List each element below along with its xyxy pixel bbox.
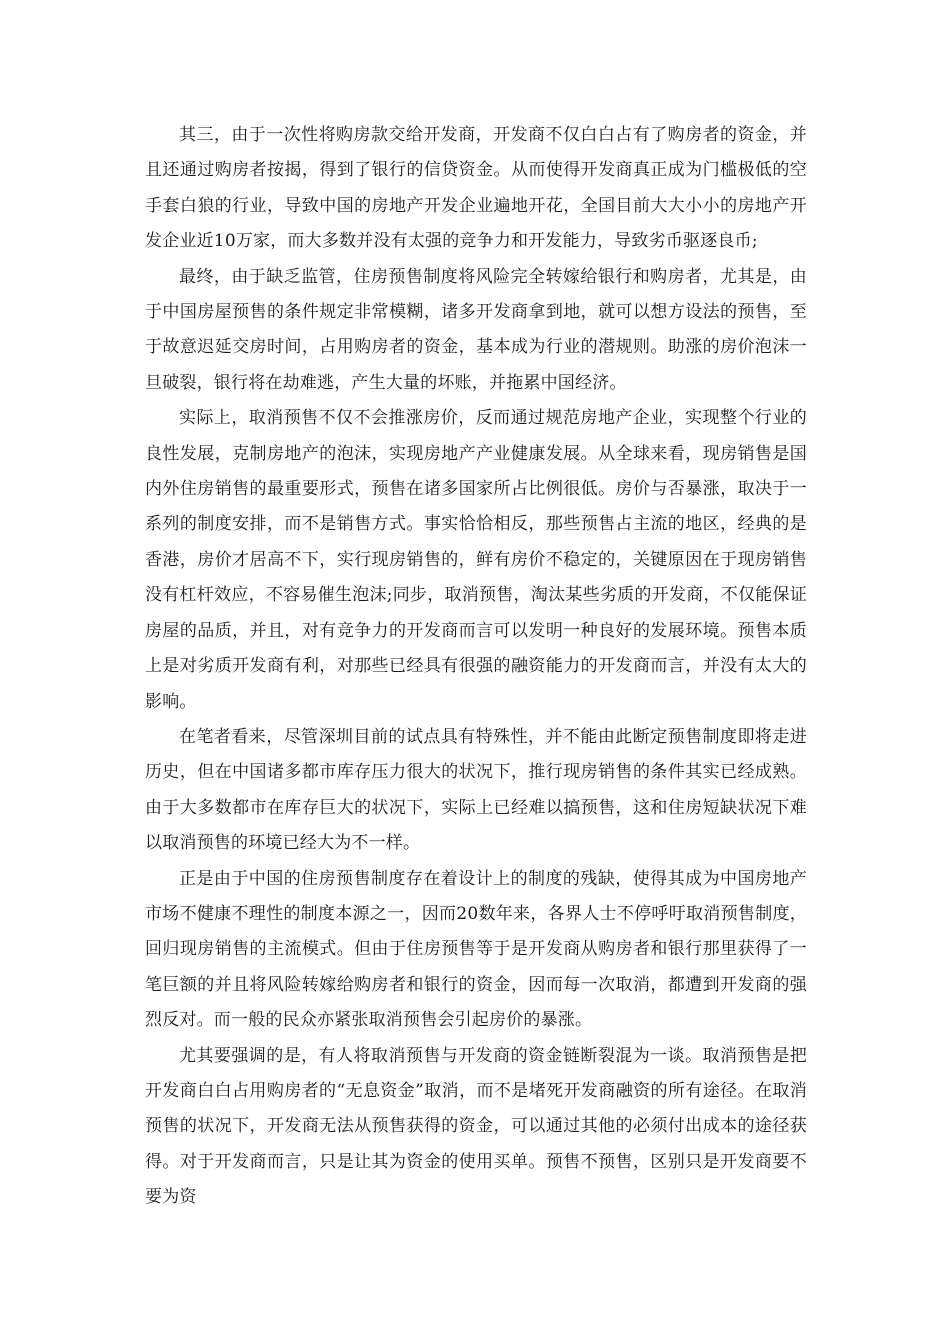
- document-body: [145, 118, 807, 1216]
- paragraph-5: 正是由于中国的住房预售制度存在着设计上的制度的残缺，使得其成为中国房地产市场不健康不理性的制度本源之一，因而20数年来，各界人士不停呼吁取消预售制度，回归现房销售的主流模式。但由于住房预售等于是开发商从购房者和银行那里获得了一笔巨额的并且将风险转嫁给购房者和银行的资金，因而每一次取消，都遭到开发商的强烈反对。而一般的民众亦紧张取消预售会引起房价的暴涨。: [145, 868, 807, 1031]
- paragraph-4: 在笔者看来，尽管深圳目前的试点具有特殊性，并不能由此断定预售制度即将走进历史，但在中国诸多都市库存压力很大的状况下，推行现房销售的条件其实已经成熟。由于大多数都市在库存巨大的状况下，实际上已经难以搞预售，这和住房短缺状况下难以取消预售的环境已经大为不一样。: [145, 726, 807, 854]
- paragraph-3: 实际上，取消预售不仅不会推涨房价，反而通过规范房地产企业，实现整个行业的良性发展，克制房地产的泡沫，实现房地产产业健康发展。从全球来看，现房销售是国内外住房销售的最重要形式，预售在诸多国家所占比例很低。房价与否暴涨，取决于一系列的制度安排，而不是销售方式。事实恰恰相反，那些预售占主流的地区，经典的是香港，房价才居高不下，实行现房销售的，鲜有房价不稳定的，关键原因在于现房销售没有杠杆效应，不容易催生泡沫;同步，取消预售，淘汰某些劣质的开发商，不仅能保证房屋的品质，并且，对有竞争力的开发商而言可以发明一种良好的发展环境。预售本质上是对劣质开发商有利，对那些已经具有很强的融资能力的开发商而言，并没有太大的影响。: [145, 408, 807, 712]
- paragraph-2: 最终，由于缺乏监管，住房预售制度将风险完全转嫁给银行和购房者，尤其是，由于中国房屋预售的条件规定非常模糊，诸多开发商拿到地，就可以想方设法的预售，至于故意迟延交房时间，占用购房者的资金，基本成为行业的潜规则。助涨的房价泡沫一旦破裂，银行将在劫难逃，产生大量的坏账，并拖累中国经济。: [145, 266, 807, 393]
- paragraph-6: 尤其要强调的是，有人将取消预售与开发商的资金链断裂混为一谈。取消预售是把开发商白白占用购房者的“无息资金”取消，而不是堵死开发商融资的所有途径。在取消预售的状况下，开发商无法从预售获得的资金，可以通过其他的必须付出成本的途径获得。对于开发商而言，只是让其为资金的使用买单。预售不预售，区别只是开发商要不要为资: [145, 1045, 807, 1208]
- paragraph-1: 其三，由于一次性将购房款交给开发商，开发商不仅白白占有了购房者的资金，并且还通过购房者按揭，得到了银行的信贷资金。从而使得开发商真正成为门槛极低的空手套白狼的行业，导致中国的房地产开发企业遍地开花，全国目前大大小小的房地产开发企业近10万家，而大多数并没有太强的竞争力和开发能力，导致劣币驱逐良币;: [145, 125, 807, 252]
